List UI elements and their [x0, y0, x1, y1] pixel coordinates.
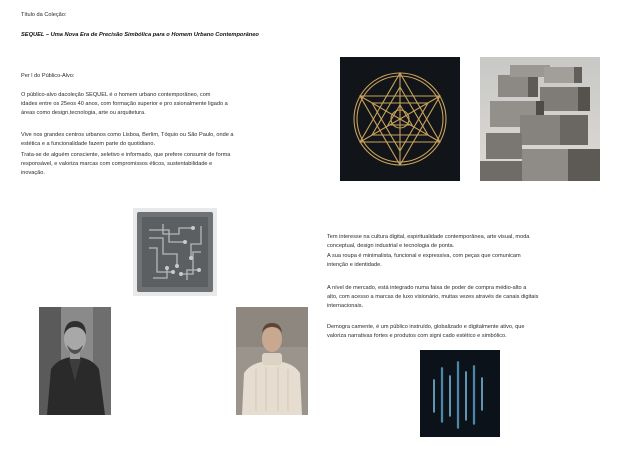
text-line: Demogra camente, é um público instruído, globalizado e digitalmente ativo, que: [327, 324, 525, 330]
audience-section-label: Per l do Público-Alvo:: [21, 73, 75, 79]
text-line: idades entre os 25eos 40 anos, com formação superior e pro ssionalmente ligado a: [21, 100, 228, 107]
model-photo-sweater: [236, 307, 308, 415]
text-line: áreas como design,tecnologia, arte ou arquitetura.: [21, 109, 146, 116]
collection-title: SEQUEL – Uma Nova Era de Precisão Simbólica para o Homem Urbano Contemporâneo: [21, 32, 259, 38]
text-line: Tem interesse na cultura digital, espiritualidade contemporânea, arte visual, moda: [327, 234, 530, 240]
clothing-paragraph: [327, 252, 557, 270]
model-photo-coat: [39, 307, 111, 415]
text-line: internacionais.: [327, 302, 364, 309]
audience-paragraph-2: [21, 131, 246, 149]
brutalist-architecture-image: [480, 57, 600, 181]
text-line: intenção e identidade.: [327, 261, 382, 268]
text-line: O público-alvo dacoleção SEQUEL é o homem urbano contemporâneo, com: [21, 92, 211, 98]
neon-lines-image: [420, 350, 500, 437]
text-line: valoriza narrativas fortes e produtos com signi cado estético e simbólico.: [327, 332, 507, 339]
audience-paragraph-1: [21, 91, 246, 118]
text-line: conceptual, design industrial e tecnologia de ponta.: [327, 242, 455, 249]
circuit-tile-image: [133, 208, 217, 296]
text-line: A nível de mercado, está integrado numa faixa de poder de compra médio-alto a: [327, 285, 527, 291]
text-line: alto, com acesso a marcas de luxo visionário, muitas vezes através de canais digitais: [327, 293, 539, 300]
interests-paragraph: [327, 233, 557, 251]
text-line: inovação.: [21, 169, 45, 176]
text-line: estética e a funcionalidade fazem parte do quotidiano.: [21, 140, 156, 147]
text-line: Vive nos grandes centros urbanos como Lisboa, Berlim, Tóquio ou São Paulo, onde a: [21, 132, 234, 138]
text-line: A sua roupa é minimalista, funcional e expressiva, com peças que comunicam: [327, 253, 521, 259]
market-paragraph: [327, 284, 557, 311]
text-line: Trata-se de alguém consciente, seletivo e informado, que prefere consumir de forma: [21, 152, 231, 158]
sacred-geometry-image: [340, 57, 460, 181]
demographics-paragraph: [327, 323, 557, 341]
audience-paragraph-3: [21, 151, 246, 178]
text-line: responsável, e valoriza marcas com compromissos éticos, sustentabilidade e: [21, 160, 213, 167]
collection-heading-label: Título da Coleção:: [21, 12, 67, 18]
